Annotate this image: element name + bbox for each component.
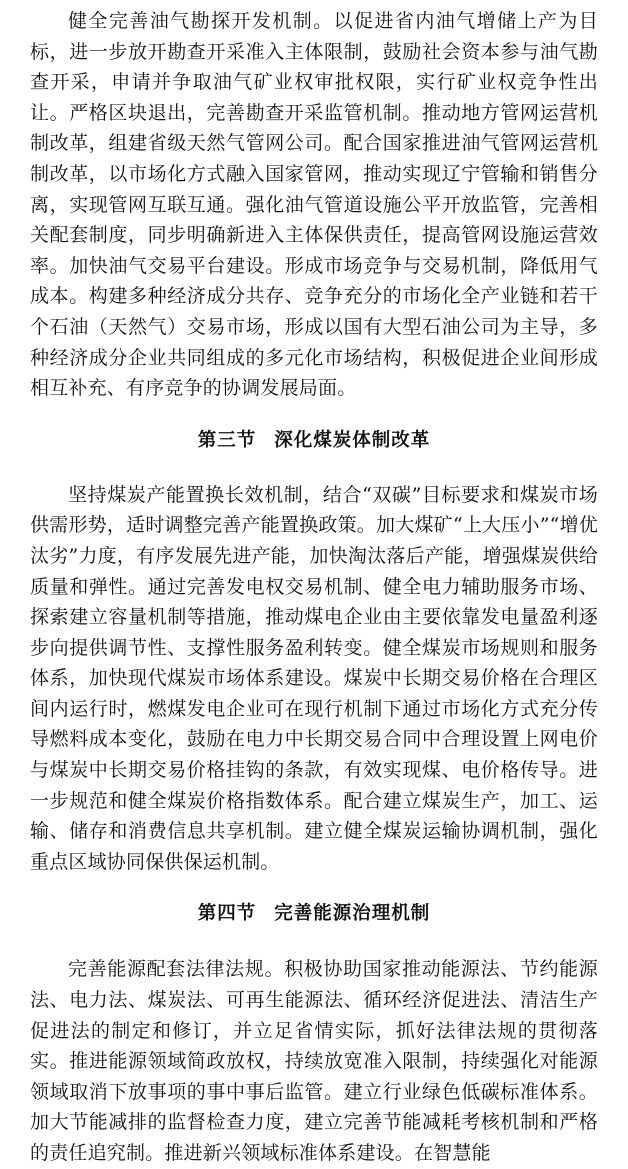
paragraph-oil-gas: 健全完善油气勘探开发机制。以促进省内油气增储上产为目标，进一步放开勘查开采准入主体限制，鼓励社会资本参与油气勘查开采，申请并争取油气矿业权审批权限，实行矿业权竞争性出让。严格区块退出，完善勘查开采监管机制。推动地方管网运营机制改革，组建省级天然气管网公司。配合国家推进油气管网运营机制改革，以市场化方式融入国家管网，推动实现辽宁管输和销售分离，实现管网互联互通。强化油气管道设施公平开放监管，完善相关配套制度，同步明确新进入主体保供责任，提高管网设施运营效率。加快油气交易平台建设。形成市场竞争与交易机制，降低用气成本。构建多种经济成分共存、竞争充分的市场化全产业链和若干个石油（天然气）交易市场，形成以国有大型石油公司为主导，多种经济成分企业共同组成的多元化市场结构，积极促进企业间形成相互补充、有序竞争的协调发展局面。 bbox=[30, 10, 598, 400]
section-heading-3 bbox=[30, 426, 598, 456]
section-title: 完善能源治理机制 bbox=[274, 903, 431, 925]
section-heading-4 bbox=[30, 899, 598, 929]
section-title: 深化煤炭体制改革 bbox=[274, 429, 431, 451]
section-number: 第三节 bbox=[197, 429, 257, 451]
section-number: 第四节 bbox=[197, 903, 257, 925]
paragraph-governance: 完善能源配套法律法规。积极协助国家推动能源法、节约能源法、电力法、煤炭法、可再生能源法、循环经济促进法、清洁生产促进法的制定和修订，并立足省情实际，抓好法律法规的贯彻落实。推进能源领域简政放权，持续放宽准入限制，持续强化对能源领域取消下放事项的事中事后监管。建立行业绿色低碳标准体系。加大节能减排的监督检查力度，建立完善节能减耗考核机制和严格的责任追究制。推进新兴领域标准体系建设。在智慧能 bbox=[30, 958, 598, 1164]
document-page bbox=[30, 6, 598, 1169]
paragraph-coal: 坚持煤炭产能置换长效机制，结合“双碳”目标要求和煤炭市场供需形势，适时调整完善产能置换政策。加大煤矿“上大压小”“增优汰劣”力度，有序发展先进产能，加快淘汰落后产能，增强煤炭供给质量和弹性。通过完善发电权交易机制、健全电力辅助服务市场、探索建立容量机制等措施，推动煤电企业由主要依靠发电量盈利逐步向提供调节性、支撑性服务盈利转变。健全煤炭市场规则和服务体系，加快现代煤炭市场体系建设。煤炭中长期交易价格在合理区间内运行时，燃煤发电企业可在现行机制下通过市场化方式充分传导燃料成本变化，鼓励在电力中长期交易合同中合理设置上网电价与煤炭中长期交易价格挂钩的条款，有效实现煤、电价格传导。进一步规范和健全煤炭价格指数体系。配合建立煤炭生产，加工、运输、储存和消费信息共享机制。建立健全煤炭运输协调机制，强化重点区域协同保供保运机制。 bbox=[30, 483, 598, 873]
